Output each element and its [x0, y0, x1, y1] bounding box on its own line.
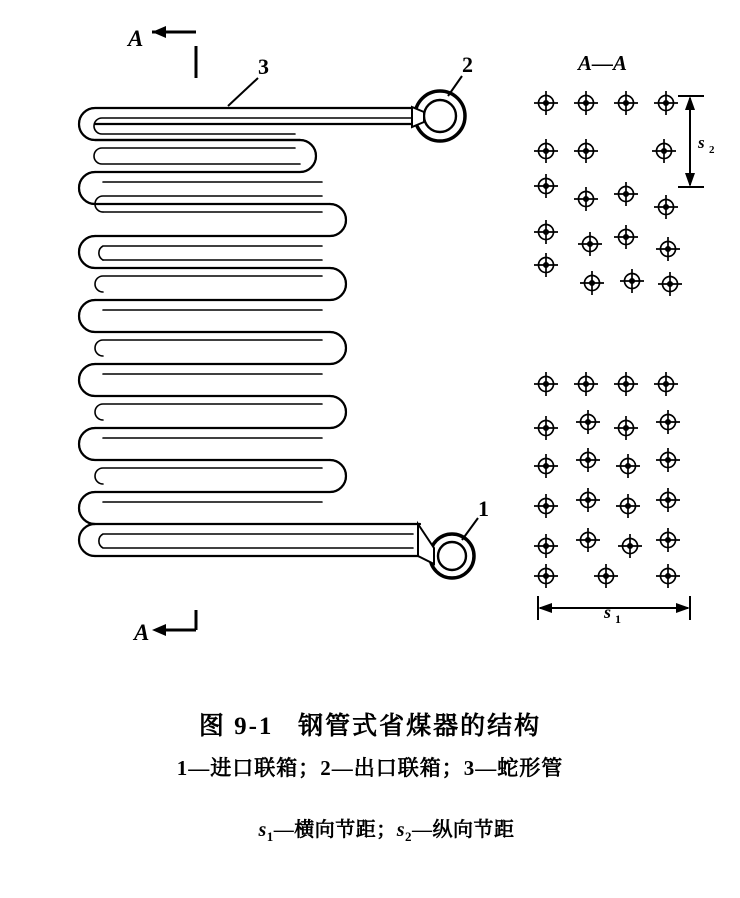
serpentine-return-bends-right [300, 140, 346, 492]
tube-node [534, 91, 558, 115]
tube-node [616, 454, 640, 478]
section-array-upper [534, 91, 682, 296]
tube-node [580, 271, 604, 295]
tube-node [616, 494, 640, 518]
tube-node [658, 272, 682, 296]
tube-node [656, 448, 680, 472]
spacing-s2-subscript: 2 [405, 829, 413, 844]
tube-node [614, 372, 638, 396]
tube-node [534, 139, 558, 163]
callout-2: 2 [462, 52, 473, 77]
serpentine-return-bends [79, 108, 95, 524]
inlet-connection [418, 524, 434, 564]
label-section-view-aa: A—A [578, 51, 628, 75]
section-array-lower [534, 372, 680, 588]
spacing-s1-text: —横向节距； [273, 819, 397, 841]
tube-node [614, 416, 638, 440]
callout-1: 1 [478, 496, 489, 521]
tube-node [534, 253, 558, 277]
tube-node [574, 187, 598, 211]
tube-node [656, 410, 680, 434]
dim-s2-symbol: s [698, 133, 705, 152]
tube-node [654, 372, 678, 396]
spacing-s2-text: —纵向节距 [412, 819, 515, 841]
tube-node [534, 416, 558, 440]
label-section-a-top: A [128, 26, 144, 51]
callout-3: 3 [258, 54, 269, 79]
tube-node [654, 91, 678, 115]
tube-node [656, 564, 680, 588]
spacing-s1-subscript: 1 [266, 829, 274, 844]
spacing-s1-symbol: s [258, 819, 267, 841]
tube-node [534, 564, 558, 588]
tube-node [534, 534, 558, 558]
spacing-s2-symbol: s [396, 819, 406, 841]
tube-node [574, 139, 598, 163]
tube-node [654, 195, 678, 219]
tube-node [656, 488, 680, 512]
dim-s1-symbol: s [604, 602, 612, 622]
tube-node [594, 564, 618, 588]
tube-node [574, 91, 598, 115]
dim-s1-subscript: 1 [615, 612, 621, 626]
dimension-s1 [538, 596, 690, 620]
tube-node [534, 372, 558, 396]
tube-node [534, 174, 558, 198]
tube-node [620, 269, 644, 293]
tube-node [576, 528, 600, 552]
label-section-a-bottom: A [134, 620, 150, 645]
tube-node [578, 232, 602, 256]
figure-spacing-legend [0, 790, 740, 868]
dim-label-s2 [697, 133, 715, 156]
figure-legend: 1—进口联箱；2—出口联箱；3—蛇形管 [176, 756, 564, 780]
tube-node [574, 372, 598, 396]
leader-line-3 [228, 78, 258, 106]
tube-node [576, 488, 600, 512]
tube-node [534, 220, 558, 244]
tube-node [652, 139, 676, 163]
section-arrow-top [152, 26, 196, 78]
tube-node [656, 237, 680, 261]
tube-node [614, 182, 638, 206]
inlet-header [430, 534, 474, 578]
tube-node [576, 448, 600, 472]
serpentine-tube-assembly [79, 108, 420, 556]
tube-node [614, 225, 638, 249]
tube-node [576, 410, 600, 434]
section-arrow-bottom [152, 610, 196, 636]
dim-label-s1 [603, 602, 621, 626]
figure-caption [0, 706, 740, 868]
tube-node [614, 91, 638, 115]
tube-node [618, 534, 642, 558]
tube-node [534, 454, 558, 478]
tube-node [534, 494, 558, 518]
figure-title: 图 9-1 钢管式省煤器的结构 [198, 713, 542, 740]
tube-node [656, 528, 680, 552]
dim-s2-subscript: 2 [709, 144, 715, 156]
leader-line-2 [448, 76, 462, 96]
leader-line-1 [462, 518, 478, 540]
